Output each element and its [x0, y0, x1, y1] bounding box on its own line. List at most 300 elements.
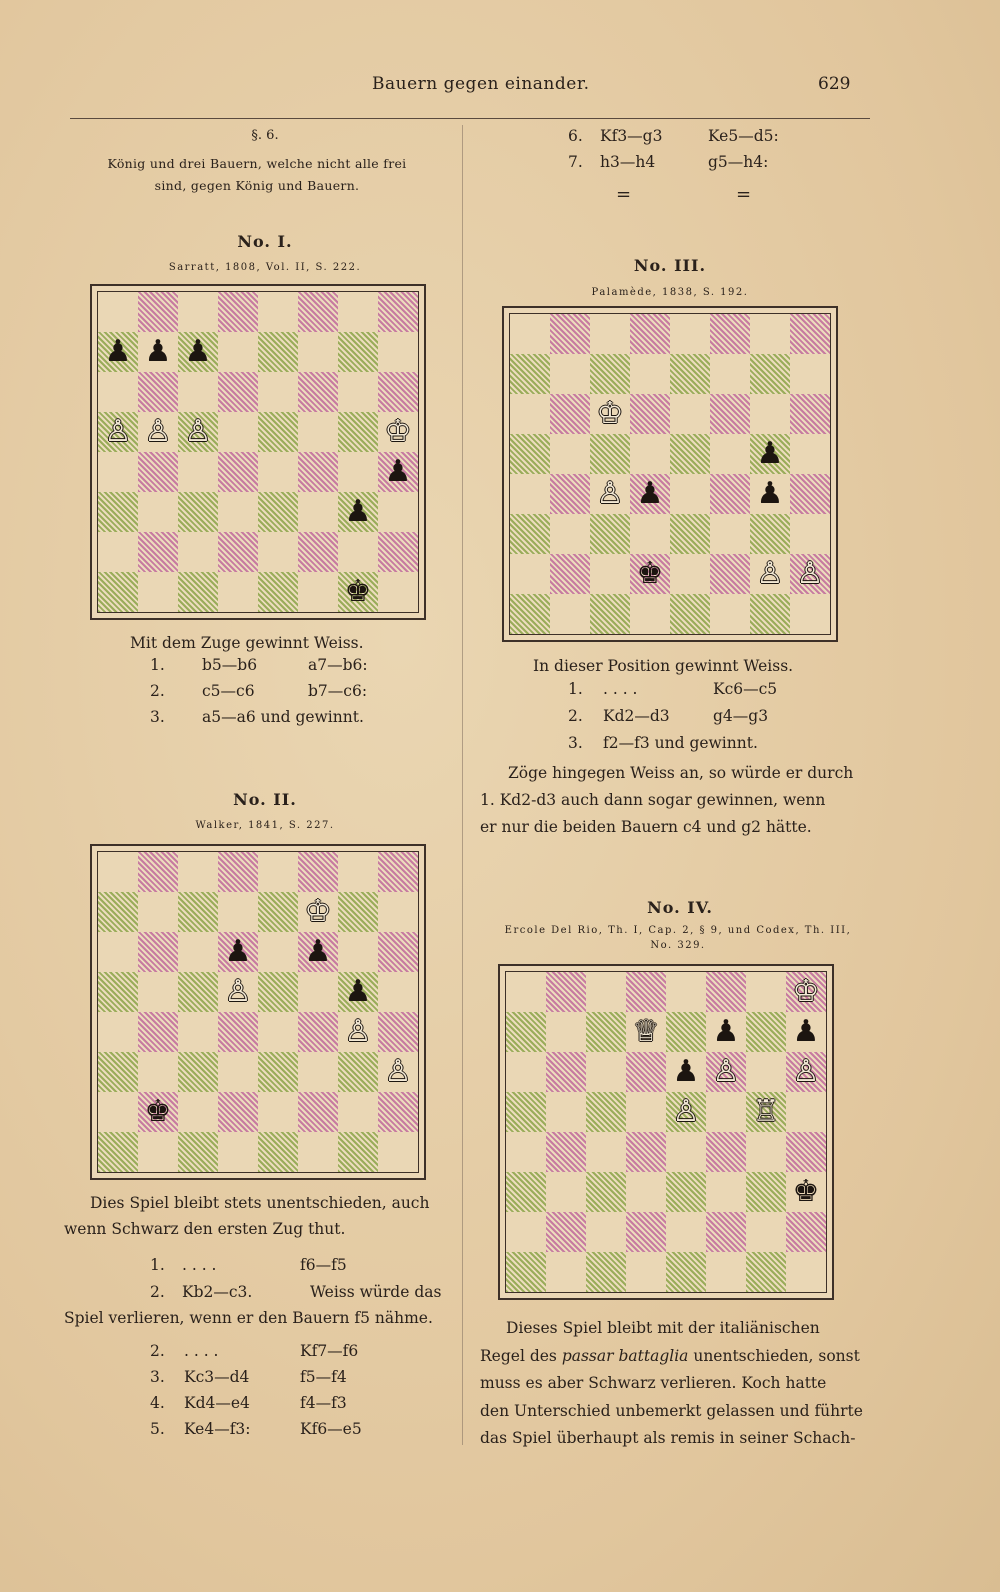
board-square — [670, 354, 710, 394]
equality-mark: = — [616, 184, 632, 205]
black-pawn-icon: ♟ — [104, 334, 132, 369]
chess-diagram-1 — [90, 284, 426, 620]
white-pawn-icon: ♙ — [792, 1054, 820, 1089]
problem-3-text-3: er nur die beiden Bauern c4 und g2 hätte. — [480, 818, 812, 836]
board-square — [258, 1012, 298, 1052]
board-square — [750, 594, 790, 634]
move-number: 1. — [568, 680, 583, 698]
black-move: b7—c6: — [308, 682, 368, 700]
white-pawn-icon: ♙ — [144, 414, 172, 449]
board-square — [750, 554, 790, 594]
board-square — [586, 1252, 626, 1292]
equality-mark: = — [736, 184, 752, 205]
white-rook-icon: ♖ — [752, 1094, 780, 1129]
black-move: Kf6—e5 — [300, 1420, 362, 1438]
board-square — [138, 1092, 178, 1132]
text-span: unentschieden, sonst — [688, 1346, 860, 1365]
board-square — [338, 1132, 378, 1172]
board-square — [298, 492, 338, 532]
white-move: . . . . — [182, 1256, 217, 1274]
board-square — [710, 434, 750, 474]
black-pawn-icon: ♟ — [672, 1054, 700, 1089]
board-square — [258, 372, 298, 412]
board-square — [710, 594, 750, 634]
board-square — [626, 1172, 666, 1212]
board-square — [98, 332, 138, 372]
board-square — [258, 492, 298, 532]
black-pawn-icon: ♟ — [792, 1014, 820, 1049]
board-square — [338, 492, 378, 532]
board-square — [378, 1132, 418, 1172]
problem-4-source-2: No. 329. — [650, 940, 706, 951]
board-square — [790, 514, 830, 554]
board-square — [338, 532, 378, 572]
board-square — [218, 1132, 258, 1172]
board-square — [510, 354, 550, 394]
page-number: 629 — [818, 74, 851, 94]
board-square — [786, 1092, 826, 1132]
board-square — [378, 372, 418, 412]
board-square — [750, 514, 790, 554]
black-move: Weiss würde das — [310, 1283, 442, 1301]
problem-2-note-3: Spiel verlieren, wenn er den Bauern f5 nähme. — [64, 1309, 433, 1327]
problem-2-title: No. II. — [233, 790, 297, 809]
board-square — [98, 852, 138, 892]
move-number: 7. — [568, 153, 583, 171]
board-square — [218, 1052, 258, 1092]
board-square — [178, 492, 218, 532]
board-square — [338, 572, 378, 612]
board-square — [298, 932, 338, 972]
board-square — [546, 1052, 586, 1092]
board-square — [546, 1252, 586, 1292]
move-number: 1. — [150, 656, 165, 674]
board-square — [670, 474, 710, 514]
board-square — [626, 1052, 666, 1092]
board-square — [510, 514, 550, 554]
board-square — [670, 434, 710, 474]
board-square — [550, 394, 590, 434]
board-square — [506, 1092, 546, 1132]
white-pawn-icon: ♙ — [104, 414, 132, 449]
white-move: Kf3—g3 — [600, 127, 663, 145]
board-square — [510, 474, 550, 514]
board-square — [298, 532, 338, 572]
problem-3-caption: In dieser Position gewinnt Weiss. — [533, 657, 794, 675]
section-description-1: König und drei Bauern, welche nicht alle frei — [107, 156, 407, 171]
board-square — [670, 314, 710, 354]
board-square — [98, 372, 138, 412]
board-square — [510, 434, 550, 474]
board-square — [746, 1132, 786, 1172]
board-square — [258, 1132, 298, 1172]
black-move: g5—h4: — [708, 153, 769, 171]
board-square — [178, 412, 218, 452]
board-square — [138, 572, 178, 612]
white-move: . . . . — [184, 1342, 219, 1360]
black-move: a7—b6: — [308, 656, 368, 674]
board-square — [258, 292, 298, 332]
board-square — [338, 1092, 378, 1132]
board-square — [98, 1092, 138, 1132]
board-square — [666, 1052, 706, 1092]
board-square — [178, 532, 218, 572]
board-square — [710, 514, 750, 554]
board-square — [666, 1212, 706, 1252]
board-square — [338, 372, 378, 412]
board-square — [258, 452, 298, 492]
white-move: f2—f3 und gewinnt. — [603, 734, 758, 752]
board-square — [258, 532, 298, 572]
board-square — [378, 532, 418, 572]
board-square — [506, 1052, 546, 1092]
board-square — [670, 394, 710, 434]
white-move: h3—h4 — [600, 153, 656, 171]
board-square — [218, 572, 258, 612]
board-square — [218, 412, 258, 452]
board-square — [218, 972, 258, 1012]
board-square — [750, 394, 790, 434]
board-square — [378, 492, 418, 532]
board-square — [550, 554, 590, 594]
black-pawn-icon: ♟ — [756, 476, 784, 511]
problem-1-title: No. I. — [237, 232, 293, 251]
board-square — [98, 932, 138, 972]
board-square — [786, 1212, 826, 1252]
italic-term: passar battaglia — [561, 1346, 689, 1365]
move-number: 2. — [150, 682, 165, 700]
board-square — [98, 972, 138, 1012]
black-pawn-icon: ♟ — [636, 476, 664, 511]
board-square — [338, 1012, 378, 1052]
board-square — [786, 1252, 826, 1292]
black-pawn-icon: ♟ — [224, 934, 252, 969]
problem-3-text-1: Zöge hingegen Weiss an, so würde er durch — [508, 764, 854, 782]
move-number: 6. — [568, 127, 583, 145]
board-square — [298, 372, 338, 412]
text-line — [480, 1343, 865, 1371]
board-square — [506, 1172, 546, 1212]
board-square — [790, 354, 830, 394]
black-move: Kf7—f6 — [300, 1342, 359, 1360]
board-square — [218, 492, 258, 532]
white-pawn-icon: ♙ — [672, 1094, 700, 1129]
board-square — [338, 332, 378, 372]
white-king-icon: ♔ — [304, 894, 332, 929]
white-pawn-icon: ♙ — [596, 476, 624, 511]
problem-1-caption: Mit dem Zuge gewinnt Weiss. — [130, 634, 364, 652]
board-square — [138, 1132, 178, 1172]
move-number: 1. — [150, 1256, 165, 1274]
board-square — [338, 932, 378, 972]
white-pawn-icon: ♙ — [796, 556, 824, 591]
problem-4-source-1: Ercole Del Rio, Th. I, Cap. 2, § 9, und Codex, Th. III, — [504, 925, 852, 936]
board-square — [258, 572, 298, 612]
black-king-icon: ♚ — [792, 1174, 820, 1209]
board-square — [218, 1092, 258, 1132]
board-square — [298, 972, 338, 1012]
section-description-2: sind, gegen König und Bauern. — [154, 178, 360, 193]
board-square — [378, 332, 418, 372]
problem-3-title: No. III. — [633, 256, 707, 275]
board-square — [510, 594, 550, 634]
white-move: Kd4—e4 — [184, 1394, 250, 1412]
black-move: f4—f3 — [300, 1394, 347, 1412]
board-square — [786, 1172, 826, 1212]
board-square — [546, 1092, 586, 1132]
board-square — [298, 1132, 338, 1172]
black-move: g4—g3 — [713, 707, 769, 725]
chess-diagram-3 — [502, 306, 838, 642]
board-square — [178, 452, 218, 492]
board-square — [630, 474, 670, 514]
black-pawn-icon: ♟ — [756, 436, 784, 471]
board-square — [138, 852, 178, 892]
board-square — [786, 972, 826, 1012]
problem-1-source: Sarratt, 1808, Vol. II, S. 222. — [168, 262, 362, 273]
move-number: 3. — [568, 734, 583, 752]
black-king-icon: ♚ — [344, 574, 372, 609]
board-square — [550, 434, 590, 474]
board-square — [546, 1172, 586, 1212]
chessboard — [509, 313, 831, 635]
black-pawn-icon: ♟ — [712, 1014, 740, 1049]
board-square — [218, 932, 258, 972]
text-span: Regel des — [480, 1346, 562, 1365]
white-move: b5—b6 — [202, 656, 258, 674]
problem-2-note-1: Dies Spiel bleibt stets unentschieden, auch — [90, 1194, 430, 1212]
board-square — [338, 892, 378, 932]
move-number: 3. — [150, 708, 165, 726]
chessboard — [97, 851, 419, 1173]
board-square — [750, 474, 790, 514]
black-king-icon: ♚ — [144, 1094, 172, 1129]
board-square — [746, 1172, 786, 1212]
chess-diagram-4 — [498, 964, 834, 1300]
board-square — [338, 452, 378, 492]
board-square — [178, 372, 218, 412]
black-king-icon: ♚ — [636, 556, 664, 591]
board-square — [98, 452, 138, 492]
board-square — [378, 292, 418, 332]
board-square — [706, 1092, 746, 1132]
board-square — [98, 572, 138, 612]
board-square — [666, 1092, 706, 1132]
board-square — [98, 532, 138, 572]
board-square — [138, 292, 178, 332]
board-square — [546, 972, 586, 1012]
board-square — [178, 1012, 218, 1052]
board-square — [546, 1132, 586, 1172]
board-square — [178, 1052, 218, 1092]
white-move: Kc3—d4 — [184, 1368, 250, 1386]
board-square — [786, 1132, 826, 1172]
board-square — [586, 1052, 626, 1092]
board-square — [550, 514, 590, 554]
board-square — [338, 1052, 378, 1092]
board-square — [338, 412, 378, 452]
move-number: 3. — [150, 1368, 165, 1386]
problem-4-text — [480, 1315, 865, 1453]
board-square — [298, 892, 338, 932]
board-square — [218, 292, 258, 332]
board-square — [626, 1212, 666, 1252]
board-square — [138, 492, 178, 532]
text-line: muss es aber Schwarz verlieren. Koch hatte — [480, 1374, 827, 1392]
white-pawn-icon: ♙ — [344, 1014, 372, 1049]
board-square — [138, 372, 178, 412]
board-square — [586, 972, 626, 1012]
board-square — [750, 354, 790, 394]
board-square — [630, 314, 670, 354]
board-square — [790, 394, 830, 434]
board-square — [590, 354, 630, 394]
black-pawn-icon: ♟ — [344, 494, 372, 529]
board-square — [178, 972, 218, 1012]
board-square — [630, 354, 670, 394]
board-square — [218, 852, 258, 892]
board-square — [706, 1252, 746, 1292]
board-square — [786, 1052, 826, 1092]
board-square — [746, 972, 786, 1012]
board-square — [298, 852, 338, 892]
board-square — [630, 554, 670, 594]
white-pawn-icon: ♙ — [384, 1054, 412, 1089]
text-line: das Spiel überhaupt als remis in seiner Schach- — [480, 1429, 856, 1447]
problem-2-note-2: wenn Schwarz den ersten Zug thut. — [64, 1220, 346, 1238]
white-pawn-icon: ♙ — [224, 974, 252, 1009]
board-square — [630, 434, 670, 474]
board-square — [546, 1012, 586, 1052]
board-square — [98, 412, 138, 452]
board-square — [586, 1092, 626, 1132]
board-square — [258, 1052, 298, 1092]
board-square — [258, 332, 298, 372]
white-move: . . . . — [603, 680, 638, 698]
board-square — [706, 1012, 746, 1052]
board-square — [666, 1012, 706, 1052]
board-square — [378, 1052, 418, 1092]
board-square — [218, 532, 258, 572]
board-square — [706, 1212, 746, 1252]
board-square — [710, 354, 750, 394]
board-square — [138, 972, 178, 1012]
board-square — [670, 554, 710, 594]
board-square — [706, 1172, 746, 1212]
move-number: 4. — [150, 1394, 165, 1412]
board-square — [138, 1052, 178, 1092]
board-square — [626, 1252, 666, 1292]
board-square — [706, 972, 746, 1012]
black-pawn-icon: ♟ — [384, 454, 412, 489]
board-square — [506, 972, 546, 1012]
board-square — [298, 332, 338, 372]
problem-3-source: Palamède, 1838, S. 192. — [591, 287, 749, 298]
white-move: c5—c6 — [202, 682, 255, 700]
board-square — [750, 434, 790, 474]
board-square — [626, 1012, 666, 1052]
board-square — [338, 972, 378, 1012]
board-square — [298, 292, 338, 332]
board-square — [546, 1212, 586, 1252]
board-square — [378, 1092, 418, 1132]
board-square — [750, 314, 790, 354]
board-square — [258, 932, 298, 972]
board-square — [710, 394, 750, 434]
board-square — [98, 292, 138, 332]
white-pawn-icon: ♙ — [184, 414, 212, 449]
board-square — [378, 892, 418, 932]
board-square — [378, 852, 418, 892]
board-square — [586, 1132, 626, 1172]
board-square — [338, 292, 378, 332]
board-square — [550, 314, 590, 354]
board-square — [298, 572, 338, 612]
board-square — [298, 1052, 338, 1092]
board-square — [178, 332, 218, 372]
column-divider — [462, 125, 463, 1445]
board-square — [506, 1132, 546, 1172]
board-square — [590, 314, 630, 354]
board-square — [786, 1012, 826, 1052]
board-square — [710, 474, 750, 514]
board-square — [138, 452, 178, 492]
board-square — [506, 1012, 546, 1052]
board-square — [138, 1012, 178, 1052]
board-square — [178, 852, 218, 892]
board-square — [710, 554, 750, 594]
white-king-icon: ♔ — [596, 396, 624, 431]
black-move: f5—f4 — [300, 1368, 347, 1386]
move-number: 2. — [568, 707, 583, 725]
white-king-icon: ♔ — [792, 974, 820, 1009]
board-square — [138, 532, 178, 572]
board-square — [590, 434, 630, 474]
white-pawn-icon: ♙ — [712, 1054, 740, 1089]
white-king-icon: ♔ — [384, 414, 412, 449]
board-square — [630, 394, 670, 434]
chessboard — [97, 291, 419, 613]
board-square — [98, 1052, 138, 1092]
board-square — [506, 1212, 546, 1252]
board-square — [178, 932, 218, 972]
board-square — [378, 1012, 418, 1052]
board-square — [258, 892, 298, 932]
board-square — [706, 1052, 746, 1092]
board-square — [178, 572, 218, 612]
board-square — [258, 1092, 298, 1132]
board-square — [298, 1012, 338, 1052]
board-square — [666, 1252, 706, 1292]
white-move: Kb2—c3. — [182, 1283, 253, 1301]
text-line: Dieses Spiel bleibt mit der italiänischen — [506, 1319, 820, 1337]
board-square — [378, 932, 418, 972]
board-square — [506, 1252, 546, 1292]
board-square — [218, 452, 258, 492]
board-square — [626, 1132, 666, 1172]
problem-4-title: No. IV. — [647, 898, 713, 917]
board-square — [138, 892, 178, 932]
board-square — [298, 412, 338, 452]
board-square — [510, 394, 550, 434]
board-square — [378, 572, 418, 612]
board-square — [790, 434, 830, 474]
board-square — [378, 412, 418, 452]
board-square — [178, 292, 218, 332]
black-move: Kc6—c5 — [713, 680, 778, 698]
board-square — [258, 412, 298, 452]
text-line: den Unterschied unbemerkt gelassen und führte — [480, 1401, 863, 1420]
